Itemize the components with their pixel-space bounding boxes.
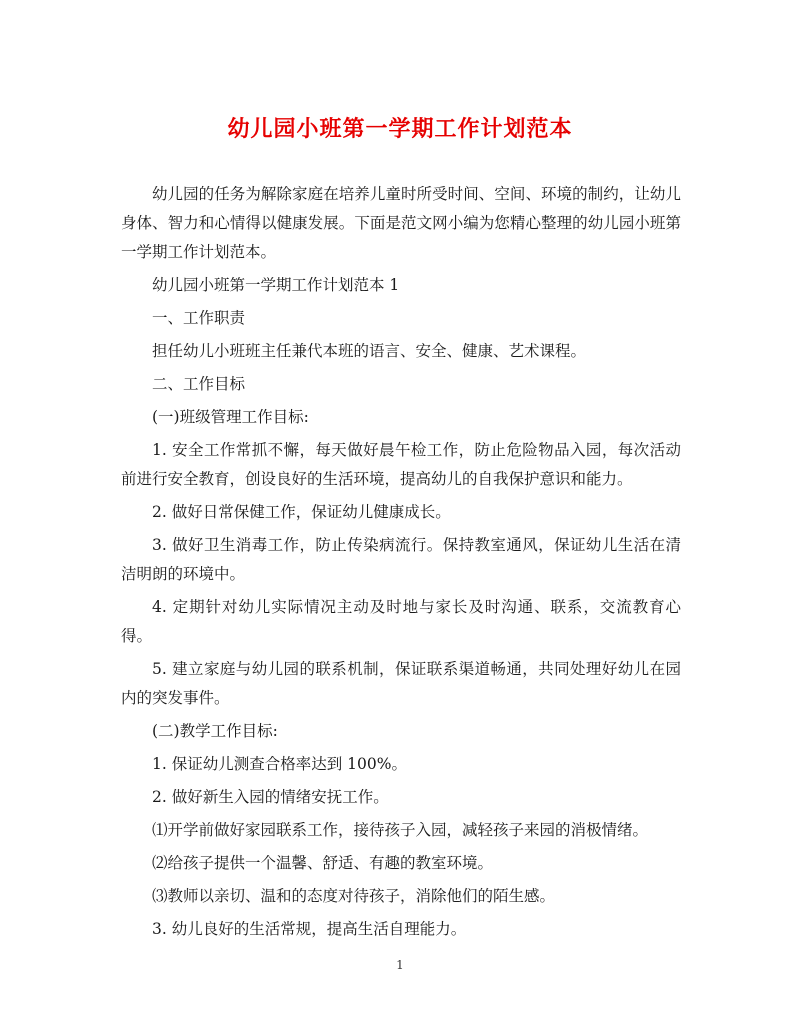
list-item: 3. 幼儿良好的生活常规，提高生活自理能力。 [152,920,467,938]
subsection-heading: (二)教学工作目标: [152,722,278,740]
list-item: 4. 定期针对幼儿实际情况主动及时地与家长及时沟通、联系，交流教育心得。 [121,598,681,645]
list-item: 5. 建立家庭与幼儿园的联系机制，保证联系渠道畅通，共同处理好幼儿在园内的突发事件。 [121,660,681,707]
list-item: ⑵给孩子提供一个温馨、舒适、有趣的教室环境。 [152,854,494,872]
section-heading: 一、工作职责 [152,309,246,327]
page-number: 1 [396,958,404,972]
list-item: ⑴开学前做好家园联系工作，接待孩子入园，减轻孩子来园的消极情绪。 [152,821,649,839]
list-item: 2. 做好日常保健工作，保证幼儿健康成长。 [152,503,451,521]
list-item: 3. 做好卫生消毒工作，防止传染病流行。保持教室通风，保证幼儿生活在清洁明朗的环境中。 [121,536,681,583]
list-item: 2. 做好新生入园的情绪安抚工作。 [152,788,389,806]
section-heading: 幼儿园小班第一学期工作计划范本 1 [152,276,400,294]
paragraph: 担任幼儿小班班主任兼代本班的语言、安全、健康、艺术课程。 [152,342,587,360]
list-item: 1. 安全工作常抓不懈，每天做好晨午检工作，防止危险物品入园，每次活动前进行安全教育，创设良好的生活环境，提高幼儿的自我保护意识和能力。 [121,441,681,488]
section-heading: 二、工作目标 [152,375,246,393]
subsection-heading: (一)班级管理工作目标: [152,408,309,426]
document-body [121,180,681,948]
intro-paragraph: 幼儿园的任务为解除家庭在培养儿童时所受时间、空间、环境的制约，让幼儿身体、智力和心情得以健康发展。下面是范文网小编为您精心整理的幼儿园小班第一学期工作计划范本。 [121,185,681,261]
list-item: 1. 保证幼儿测查合格率达到 100%。 [152,755,407,773]
list-item: ⑶教师以亲切、温和的态度对待孩子，消除他们的陌生感。 [152,887,556,905]
document-title: 幼儿园小班第一学期工作计划范本 [227,116,573,142]
